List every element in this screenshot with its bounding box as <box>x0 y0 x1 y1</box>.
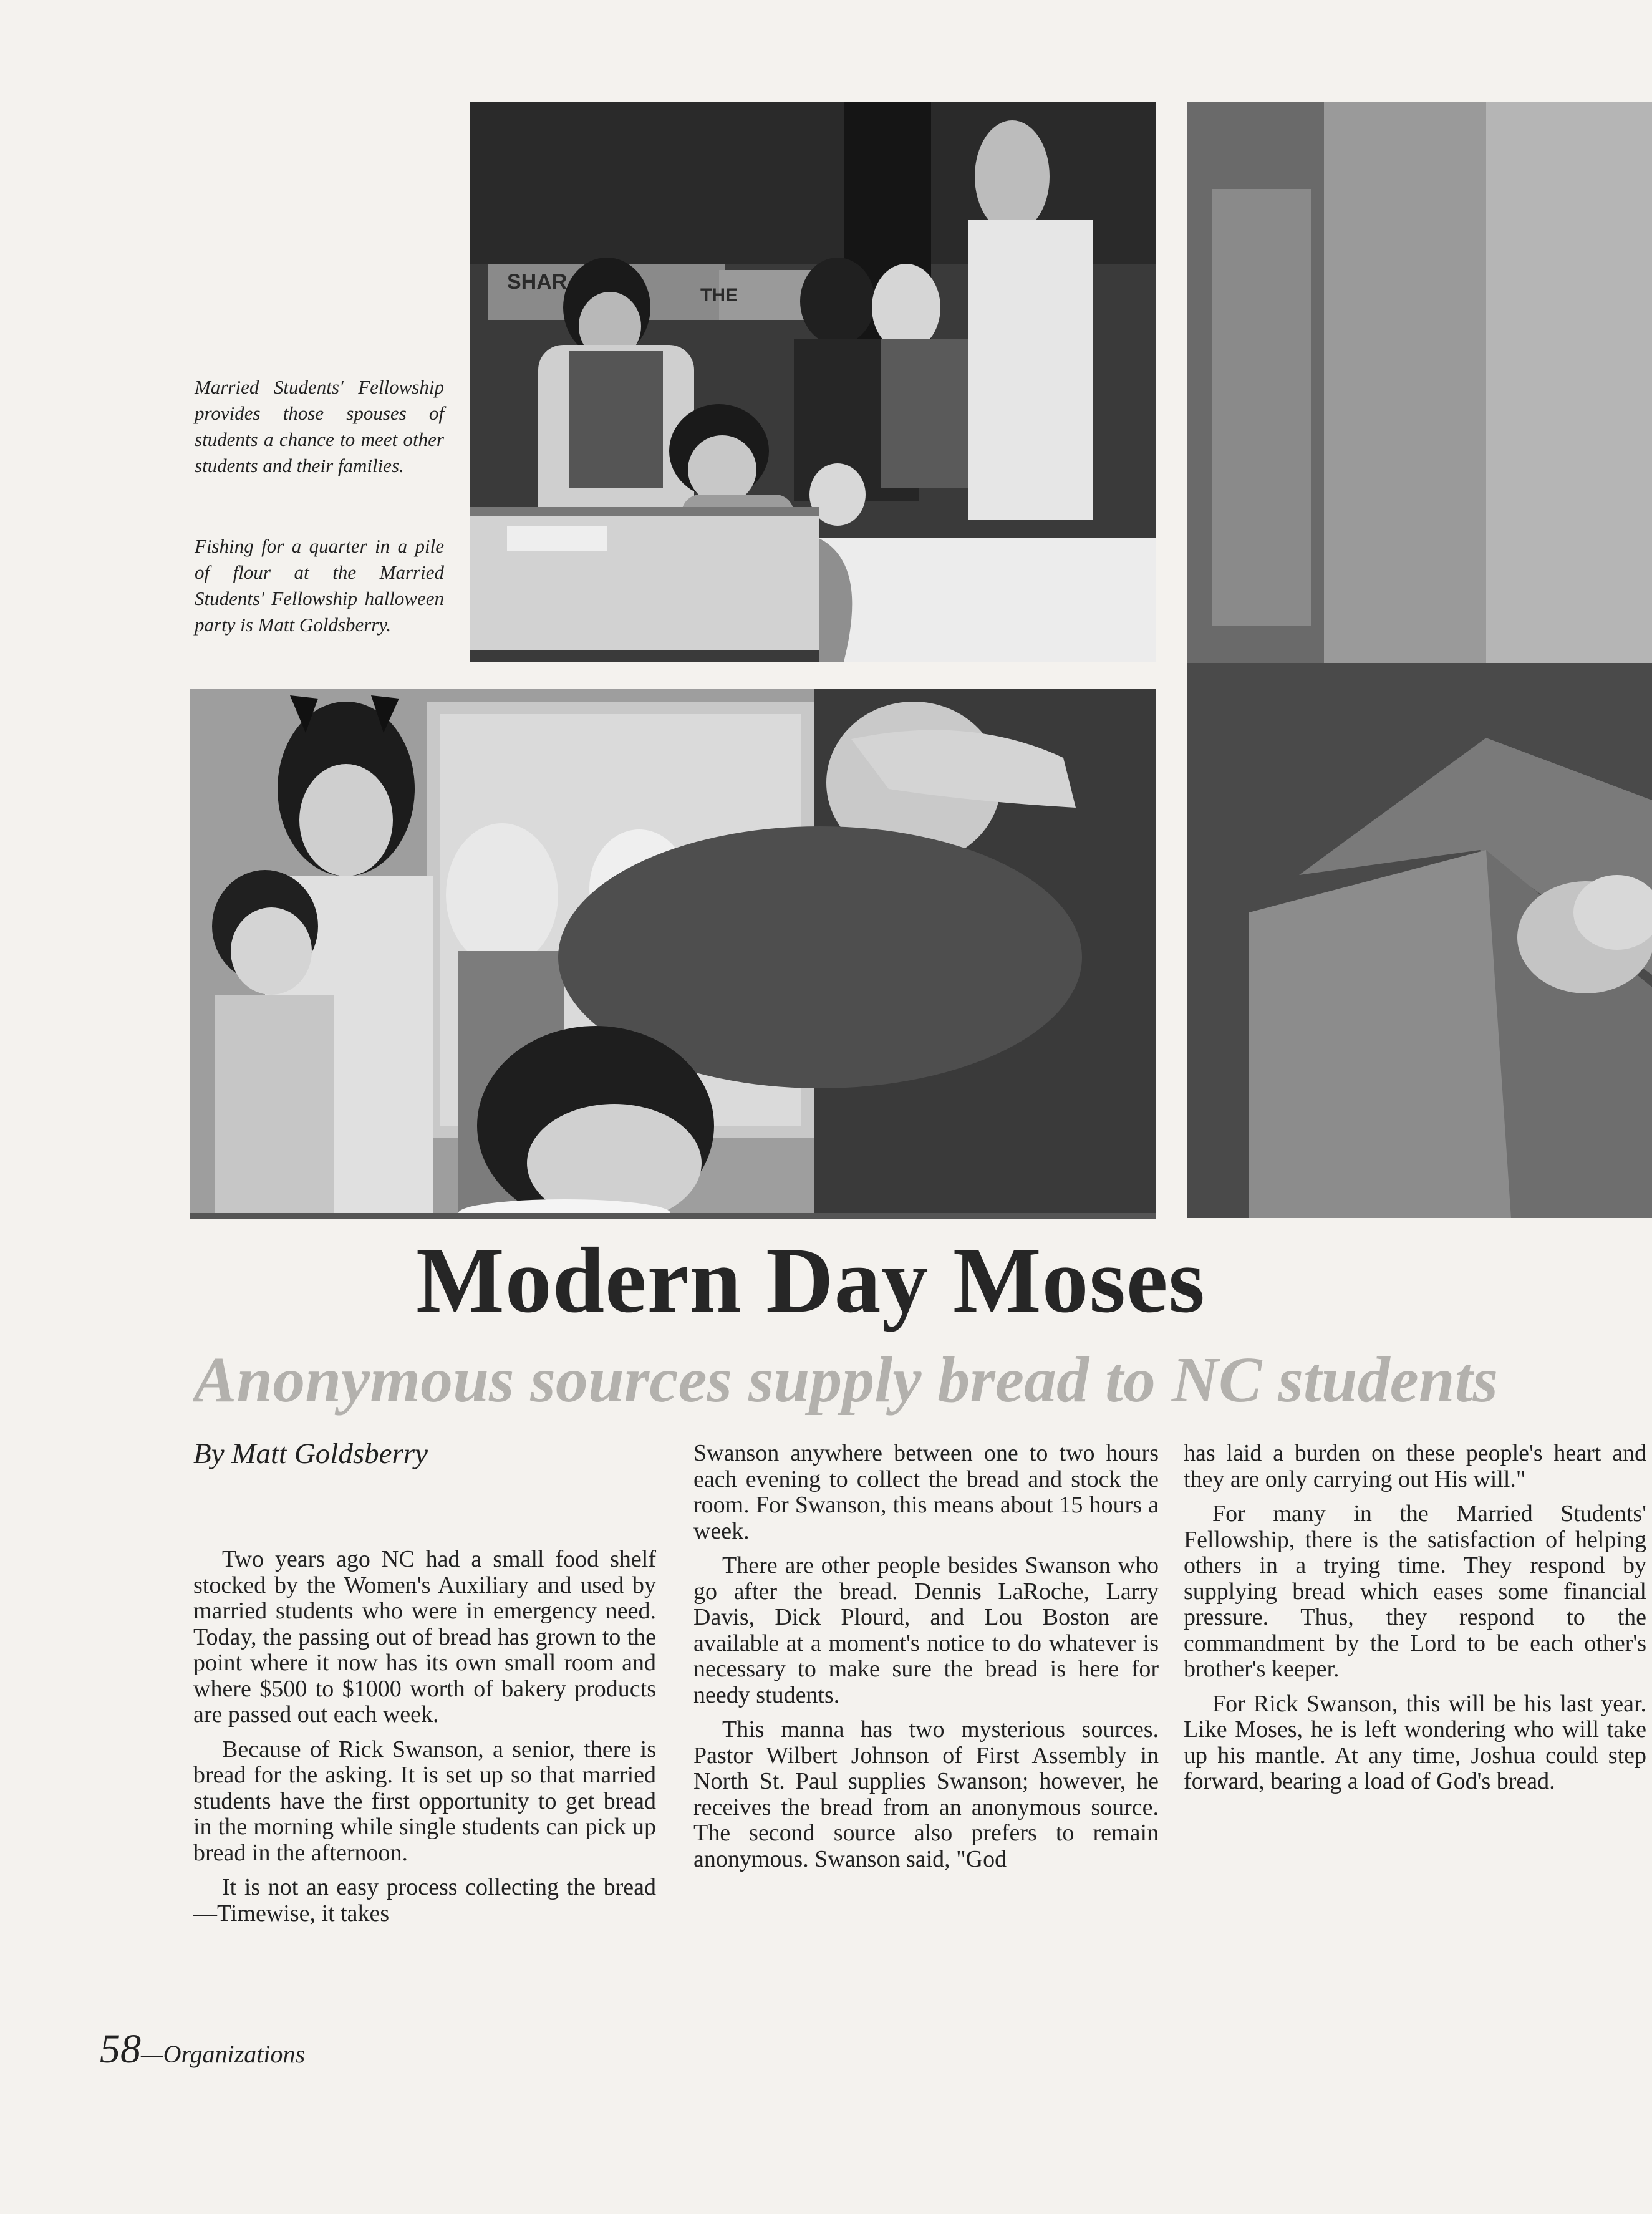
page-number: 58 <box>100 2026 141 2072</box>
photo-bread-box <box>1187 102 1652 1218</box>
photo-party-table <box>470 102 1156 662</box>
article-title: Modern Day Moses <box>416 1229 1205 1332</box>
col1-paragraph: Because of Rick Swanson, a senior, there is bread for the asking. It is set up so that married students have the first opportunity to get bread in the morning while single students can pick up bread in the afternoon. <box>193 1736 656 1866</box>
article-column-3 <box>1184 1441 1646 1804</box>
col3-paragraph: For Rick Swanson, this will be his last year. Like Moses, he is left wondering who will take up his mantle. At any time, Joshua could step forward, bearing a load of God's bread. <box>1184 1690 1646 1794</box>
col2-paragraph: There are other people besides Swanson who go after the bread. Dennis LaRoche, Larry Davis, Dick Plourd, and Lou Boston are available at a moment's notice to do whatever is necessary to make sure the bread is here for needy students. <box>693 1552 1159 1708</box>
col2-paragraph: Swanson anywhere between one to two hours each evening to collect the bread and stock the room. For Swanson, this means about 15 hours a week. <box>693 1440 1159 1544</box>
caption-fishing <box>195 533 444 638</box>
col3-paragraph: has laid a burden on these people's heart and they are only carrying out His will." <box>1184 1440 1646 1492</box>
col2-paragraph: This manna has two mysterious sources. Pastor Wilbert Johnson of First Assembly in North St. Paul supplies Swanson; however, he receives the bread from an anonymous source. The second source also prefers to remain anonymous. Swanson said, "God <box>693 1716 1159 1872</box>
article-column-2 <box>693 1441 1159 1881</box>
sign-left-text: SHAR <box>507 270 568 294</box>
caption-fellowship <box>195 374 444 479</box>
col1-paragraph: Two years ago NC had a small food shelf stocked by the Women's Auxiliary and used by married students who were in emergency need. Today, the passing out of bread has grown to the point where it now has its own small room and where $500 to $1000 worth of bakery products are passed out each week. <box>193 1546 656 1728</box>
col1-paragraph: It is not an easy process collecting the bread—Timewise, it takes <box>193 1874 656 1926</box>
page-footer <box>100 2026 305 2073</box>
col3-paragraph: For many in the Married Students' Fellowship, there is the satisfaction of helping others in a trying time. They respond by supplying bread which eases some financial pressure. Thus, they respond to the commandment by the Lord to be each other's brother's keeper. <box>1184 1501 1646 1682</box>
article-subtitle: Anonymous sources supply bread to NC students <box>193 1344 1498 1416</box>
photo-flour-fishing <box>190 689 1156 1219</box>
sign-right-text: THE <box>700 285 738 306</box>
article-column-1 <box>193 1547 656 1935</box>
caption-fellowship-text: Married Students' Fellowship provides those spouses of students a chance to meet other students and their families. <box>195 376 444 476</box>
section-name: —Organizations <box>141 2040 306 2068</box>
article-byline: By Matt Goldsberry <box>193 1438 428 1470</box>
caption-fishing-text: Fishing for a quarter in a pile of flour at the Married Students' Fellowship halloween party is Matt Goldsberry. <box>195 535 444 636</box>
